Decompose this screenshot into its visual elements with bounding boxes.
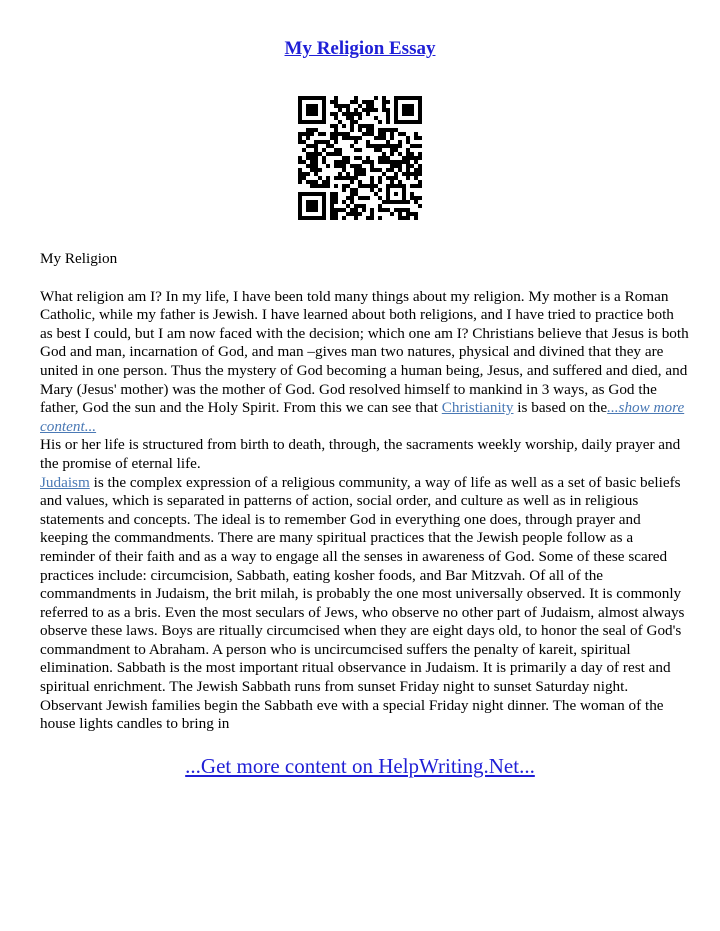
essay-body (40, 250, 690, 734)
christianity-link[interactable]: Christianity (441, 399, 514, 417)
paragraph-1-after: is based on the (513, 399, 608, 417)
page-title (0, 38, 720, 60)
essay-heading: My Religion (40, 250, 118, 267)
paragraph-2: His or her life is structured from birth to death, through, the sacraments weekly worship, daily prayer and the promise of eternal life. (40, 436, 681, 472)
paragraph-3 (40, 474, 690, 734)
qr-code-icon (298, 96, 422, 220)
judaism-link[interactable]: Judaism (40, 473, 90, 491)
footer (0, 754, 720, 779)
title-link[interactable]: My Religion Essay (284, 38, 436, 59)
show-more-link[interactable]: ...show more content... (40, 399, 685, 435)
get-more-content-link[interactable]: ...Get more content on HelpWriting.Net... (185, 754, 535, 778)
paragraph-1-text: What religion am I? In my life, I have been told many things about my religion. My mother is a Roman Catholic, while my father is Jewish. I have learned about both religions, and I have tried to practice both as best I could, but I am now faced with the decision; which one am I? Christians believe that Jesus is both God and man, incarnation of God, and man –gives man two natures, physical and divined that they are united in one person. Thus the mystery of God becoming a human being, Jesus, and suffered and died, and Mary (Jesus' mother) was the mother of God. God resolved himself to mankind in 3 ways, as God the father, God the sun and the Holy Spirit. From this we can see that (40, 287, 689, 417)
paragraph-1 (40, 288, 690, 437)
paragraph-3-text: is the complex expression of a religious community, a way of life as well as a set of basic beliefs and values, which is separated in patterns of action, social order, and culture as well as in religious statements and concepts. The ideal is to remember God in everything one does, through prayer and keeping the commandments. There are many spiritual practices that the Jewish people follow as a reminder of their faith and as a way to engage all the senses in awareness of God. Some of these scared practices include: circumcision, Sabbath, eating kosher foods, and Bar Mitzvah. Of all of the commandments in Judaism, the brit milah, is probably the one most universally observed. It is commonly referred to as a bris. Even the most seculars of Jews, who observe no other part of Judaism, almost always observe these laws. Boys are ritually circumcised when they are eight days old, to honor the seal of God's commandment to Abraham. A person who is uncircumcised suffers the penalty of kareit, spiritual elimination. Sabbath is the most important ritual observance in Judaism. It is primarily a day of rest and spiritual enrichment. The Jewish Sabbath runs from sunset Friday night to sunset Saturday night. Observant Jewish families begin the Sabbath eve with a special Friday night dinner. The woman of the house lights candles to bring in (40, 473, 685, 733)
